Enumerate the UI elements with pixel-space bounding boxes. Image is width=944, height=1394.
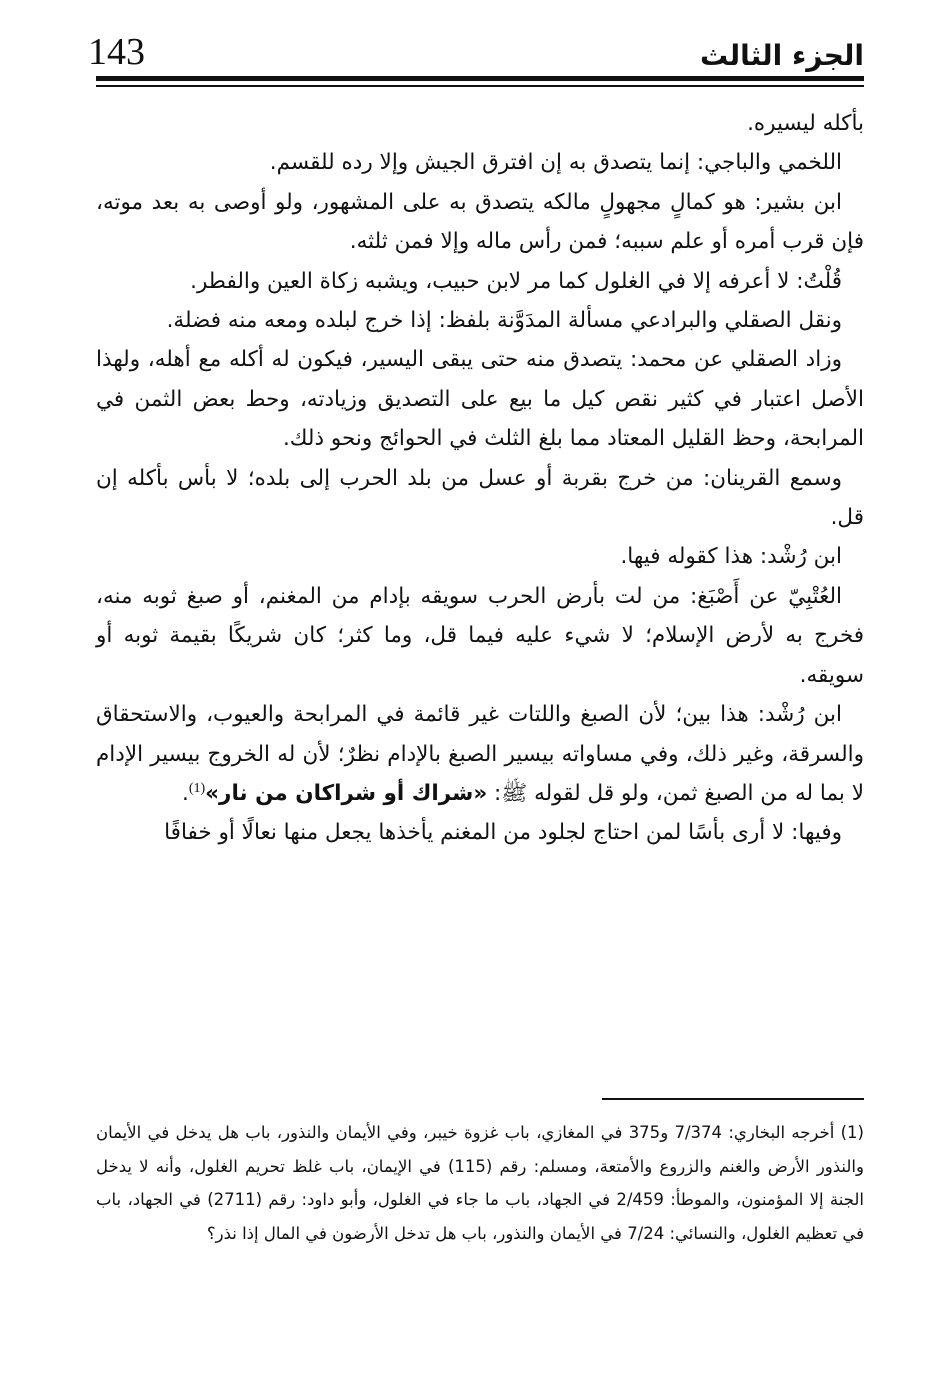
footnote-separator: [602, 1098, 864, 1100]
paragraph: ابن بشير: هو كمالٍ مجهولٍ مالكه يتصدق به على المشهور، ولو أوصى به بعد موته، فإن قرب أمره أو علم سببه؛ فمن رأس ماله وإلا فمن ثلثه.: [96, 189, 864, 255]
main-text: [96, 104, 864, 853]
footnote-reference[interactable]: (1): [188, 780, 206, 796]
header-rule-thick: [96, 76, 864, 81]
paragraph: وزاد الصقلي عن محمد: يتصدق منه حتى يبقى اليسير، فيكون له أكله مع أهله، ولهذا الأصل اعتبار في كثير نقص كيل ما بيع على التصديق وزيادته، وحط بعض الثمن في المرابحة، وحظ القليل المعتاد مما بلغ الثلث في الحوائج ونحو ذلك.: [96, 347, 864, 452]
footnote: (1) أخرجه البخاري: 7/374 و375 في المغازي، باب غزوة خيبر، وفي الأيمان والنذور، باب هل يدخل في الأيمان والنذور الأرض والغنم والزروع والأمتعة، ومسلم: رقم (115) في الإيمان، باب غلظ تحريم الغلول، وأنه لا يدخل الجنة إلا المؤمنون، والموطأ: 2/459 في الجهاد، باب ما جاء في الغلول، وأبو داود: رقم (2711) في الجهاد، باب في تعظيم الغلول، والنسائي: 7/24 في الأيمان والنذور، باب هل تدخل الأرضون في المال إذا نذر؟: [96, 1123, 864, 1243]
paragraph: بأكله ليسيره.: [747, 111, 864, 136]
paragraph-end: .: [181, 780, 189, 806]
paragraph: اللخمي والباجي: إنما يتصدق به إن افترق الجيش وإلا رده للقسم.: [269, 150, 842, 176]
paragraph: قُلْتُ: لا أعرفه إلا في الغلول كما مر لابن حبيب، ويشبه زكاة العين والفطر.: [190, 268, 842, 294]
footnotes: [96, 1116, 864, 1250]
hadith-quote: «شراك أو شراكان من نار»: [205, 780, 488, 806]
page-number: 143: [88, 31, 145, 73]
paragraph: العُتْبِيّ عن أَصْبَغ: من لت بأرض الحرب سويقه بإدام من المغنم، أو صبغ ثوبه منه، فخرج به لأرض الإسلام؛ لا شيء عليه فيما قل، وما كثر؛ كان شريكًا بقيمة ثوبه أو سويقه.: [96, 583, 864, 688]
paragraph: وسمع القرينان: من خرج بقربة أو عسل من بلد الحرب إلى بلده؛ لا بأس بأكله إن قل.: [96, 465, 864, 531]
paragraph: وفيها: لا أرى بأسًا لمن احتاج لجلود من المغنم يأخذها يجعل منها نعالًا أو خفافًا: [164, 820, 842, 846]
header-rule-thin: [96, 85, 864, 87]
paragraph: ابن رُشْد: هذا كقوله فيها.: [620, 544, 842, 570]
paragraph: [96, 695, 864, 813]
paragraph: ونقل الصقلي والبرادعي مسألة المدَوَّنة بلفظ: إذا خرج لبلده ومعه منه فضلة.: [166, 308, 842, 334]
page-header: [78, 22, 864, 82]
running-title: الجزء الثالث: [700, 39, 864, 72]
paragraph-text: ابن رُشْد: هذا بين؛ لأن الصبغ واللتات غير قائمة في المرابحة والعيوب، والاستحقاق والسرقة، وغير ذلك، وفي مساواته بيسير الصبغ بالإدام نظرٌ؛ لأن له الخروج بيسير الإدام لا بما له من الصبغ ثمن، ولو قل لقوله ﷺ:: [96, 702, 864, 806]
